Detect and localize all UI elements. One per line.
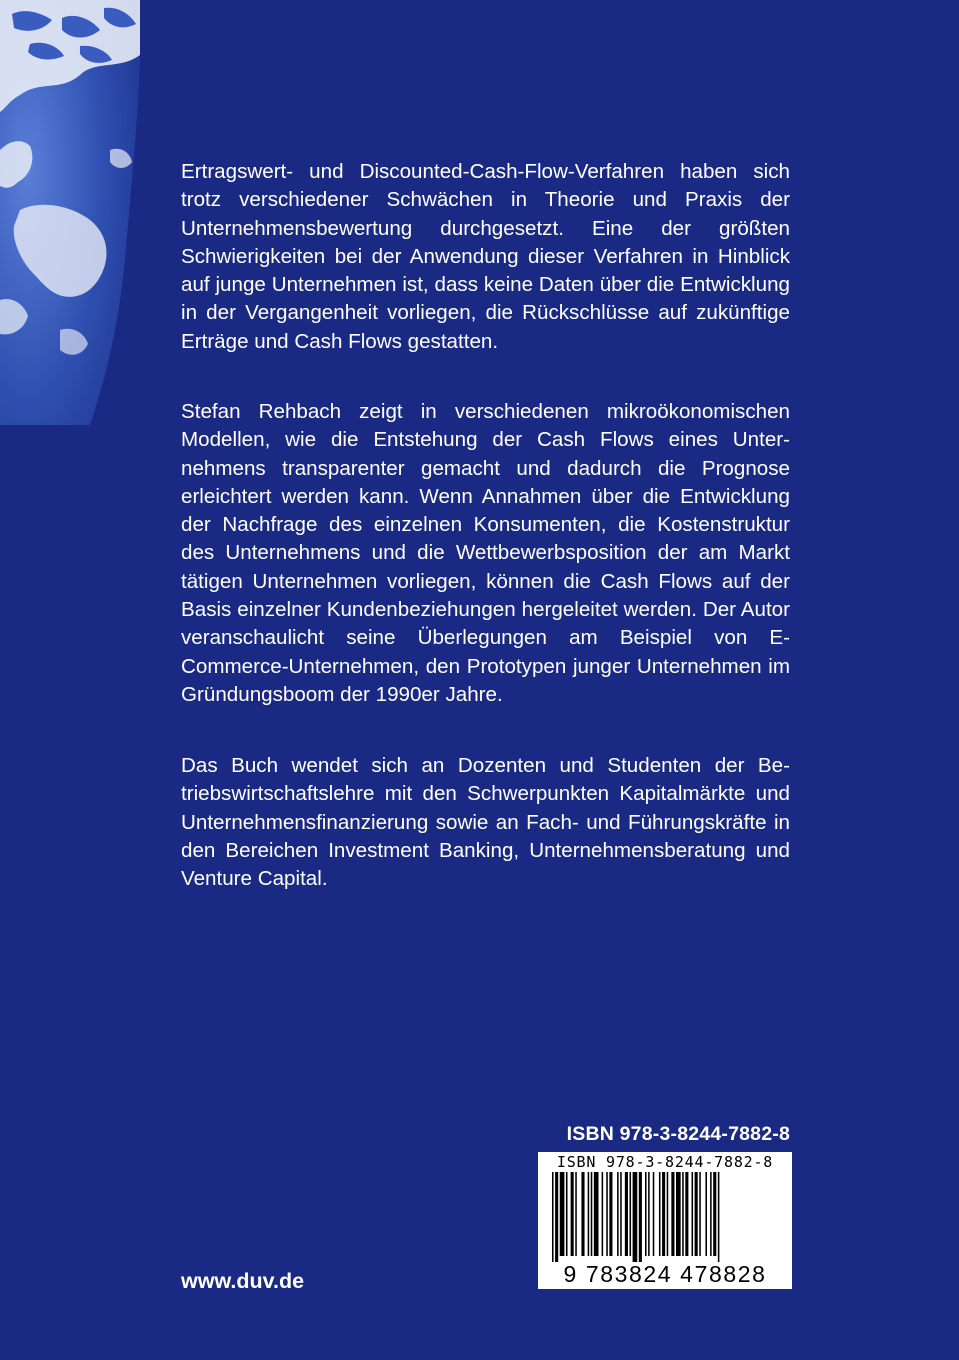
barcode-bar: [645, 1172, 647, 1256]
barcode-bar: [718, 1172, 720, 1262]
blurb-paragraph-2: Stefan Rehbach zeigt in verschiedenen mikroökonomischen Modellen, wie die Entstehung der Cash Flows eines Unternehmens transparenter gemacht und dadurch die Prognose erleichtert werden kann. Wenn Annahmen über die Entwicklung der Nachfrage des einzelnen Konsumenten, die Kostenstruktur des Unternehmens und die Wettbewerbsposition der am Markt tätigen Unternehmen vorliegen, können die Cash Flows auf der Basis einzelner Kundenbeziehungen hergeleitet werden. Der Autor veranschaulicht seine Überlegungen am Beispiel von E-Commerce-Unternehmen, den Prototypen junger Unternehmen im Gründungsboom der 1990er Jahre.: [181, 400, 790, 706]
barcode-bar: [617, 1172, 619, 1256]
barcode-bar: [682, 1172, 684, 1256]
barcode-bar: [630, 1172, 632, 1256]
barcode-bar: [648, 1172, 650, 1256]
barcode-bar: [591, 1172, 593, 1256]
barcode-isbn-text: ISBN 978-3-8244-7882-8: [556, 1153, 774, 1171]
barcode-bar: [639, 1172, 642, 1262]
barcode-bar: [552, 1172, 554, 1262]
barcode-bar: [676, 1172, 681, 1256]
barcode-bar: [571, 1172, 574, 1256]
barcode-digits: 9 783824 478828: [563, 1261, 767, 1287]
barcode-bar: [667, 1172, 669, 1256]
blurb-paragraph-1: Ertragswert- und Discounted-Cash-Flow-Verfahren haben sich trotz verschiedener Schwächen in Theorie und Praxis der Unternehmensbewertung durchgesetzt. Eine der größten Schwierigkeiten bei der Anwendung dieser Verfahren in Hinblick auf junge Unternehmen ist, dass keine Daten über die Entwicklung in der Vergangenheit vorliegen, die Rückschlüsse auf zukünftige Erträge und Cash Flows gestatten.: [181, 160, 790, 353]
barcode-bar: [609, 1172, 612, 1256]
barcode-bar: [602, 1172, 604, 1256]
barcode-bar: [575, 1172, 577, 1256]
barcode-bar: [633, 1172, 638, 1262]
barcode-bar: [581, 1172, 584, 1256]
barcode-bar: [560, 1172, 565, 1256]
barcode-bar: [695, 1172, 698, 1256]
barcode-image: [538, 1152, 792, 1289]
barcode-bar: [588, 1172, 590, 1256]
publisher-website: www.duv.de: [181, 1269, 305, 1293]
barcode-bar: [705, 1172, 707, 1256]
globe-image: [0, 0, 140, 425]
barcode-bar: [713, 1172, 716, 1256]
barcode-bars: [552, 1172, 778, 1262]
barcode-bar: [606, 1172, 608, 1256]
barcode-bar: [699, 1172, 701, 1256]
barcode-bar: [566, 1172, 568, 1256]
isbn-label: ISBN 978-3-8244-7882-8: [566, 1123, 790, 1145]
barcode-bar: [692, 1172, 694, 1256]
barcode-bar: [594, 1172, 599, 1256]
barcode-bar: [662, 1172, 665, 1256]
barcode-bar: [625, 1172, 628, 1256]
barcode-bar: [659, 1172, 661, 1256]
barcode-bar: [620, 1172, 622, 1256]
barcode-bar: [685, 1172, 688, 1256]
barcode-bar: [555, 1172, 558, 1262]
barcode-bar: [671, 1172, 674, 1256]
barcode-bar: [653, 1172, 655, 1256]
barcode-bar: [710, 1172, 712, 1256]
blurb-paragraph-3: Das Buch wendet sich an Dozenten und Studenten der Betriebswirtschaftslehre mit den Schwerpunkten Kapitalmärkte und Unternehmensfinanzierung sowie an Fach- und Führungskräfte in den Bereichen Investment Banking, Unternehmensberatung und Venture Capital.: [181, 754, 790, 891]
